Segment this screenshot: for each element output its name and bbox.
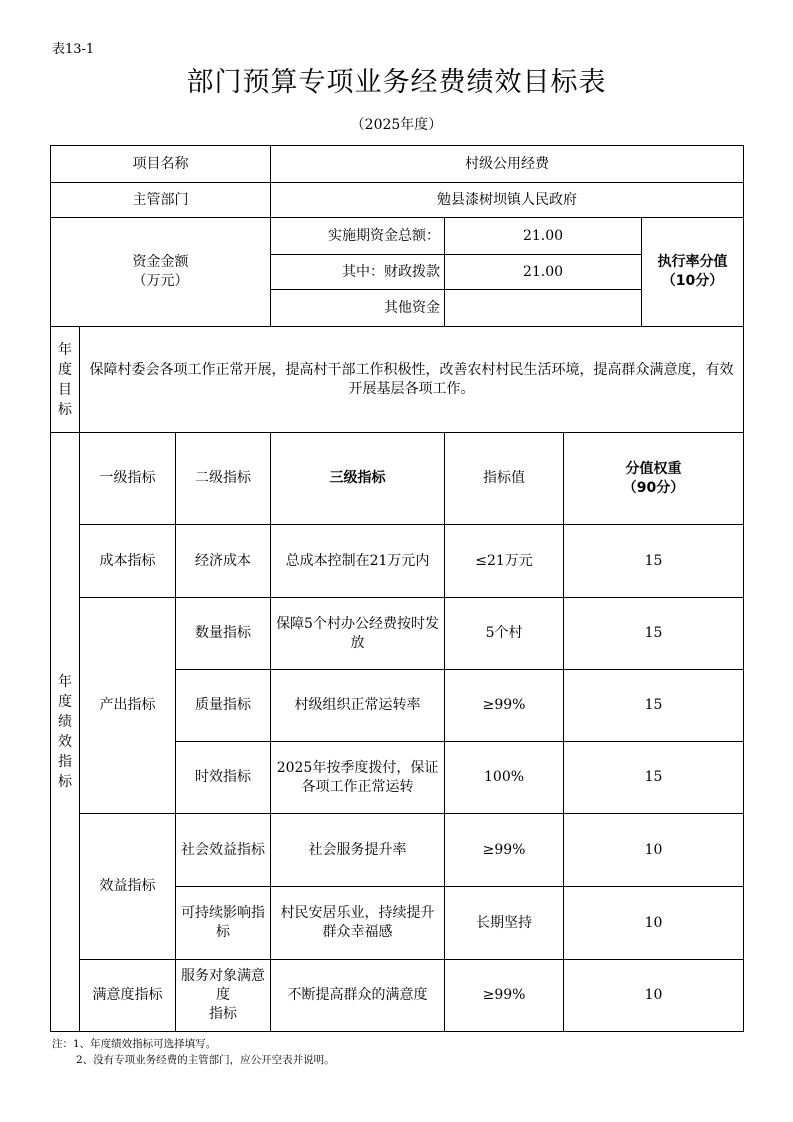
indicator-value-cell: ≥99% xyxy=(445,960,564,1032)
table-row xyxy=(51,814,744,887)
level2-cell: 时效指标 xyxy=(176,742,271,814)
table-row xyxy=(51,598,744,670)
row-project-name xyxy=(51,146,744,183)
table-row xyxy=(51,525,744,598)
project-name-value: 村级公用经费 xyxy=(271,146,744,183)
row-annual-goal xyxy=(51,327,744,433)
table-row xyxy=(51,960,744,1032)
footnotes xyxy=(52,1036,335,1068)
indicator-value-cell: 100% xyxy=(445,742,564,814)
fund-label-line2: （万元） xyxy=(132,273,189,289)
level3-cell: 2025年按季度拨付，保证各项工作正常运转 xyxy=(271,742,445,814)
col-level1-header: 一级指标 xyxy=(80,433,176,525)
level1-cost: 成本指标 xyxy=(80,525,176,598)
level2-line1: 服务对象满意度 xyxy=(181,968,266,1003)
level2-cell: 社会效益指标 xyxy=(176,814,271,887)
execution-score-cell xyxy=(642,218,744,327)
indicator-value-cell: 长期坚持 xyxy=(445,887,564,960)
weight-cell: 15 xyxy=(564,525,744,598)
level3-cell: 村级组织正常运转率 xyxy=(271,670,445,742)
col-weight-line2: （90分） xyxy=(622,479,685,496)
col-value-header: 指标值 xyxy=(445,433,564,525)
footnote-1: 注：1、年度绩效指标可选择填写。 xyxy=(52,1038,217,1050)
indicator-value-cell: ≤21万元 xyxy=(445,525,564,598)
weight-cell: 10 xyxy=(564,814,744,887)
fund-fiscal-label: 其中：财政拨款 xyxy=(271,255,445,290)
fund-fiscal-value: 21.00 xyxy=(445,255,642,290)
level2-cell: 质量指标 xyxy=(176,670,271,742)
level3-cell: 不断提高群众的满意度 xyxy=(271,960,445,1032)
fund-other-label: 其他资金 xyxy=(271,290,445,327)
project-name-label: 项目名称 xyxy=(51,146,271,183)
col-level3-header: 三级指标 xyxy=(271,433,445,525)
fund-total-value: 21.00 xyxy=(445,218,642,255)
row-fund-total xyxy=(51,218,744,255)
level1-benefit: 效益指标 xyxy=(80,814,176,960)
annual-goal-label: 年度目标 xyxy=(51,327,80,433)
weight-cell: 15 xyxy=(564,742,744,814)
fund-label-line1: 资金金额 xyxy=(132,254,189,270)
level3-cell: 总成本控制在21万元内 xyxy=(271,525,445,598)
execution-score-line2: （10分） xyxy=(661,273,724,289)
indicator-header-row xyxy=(51,433,744,525)
level3-cell: 社会服务提升率 xyxy=(271,814,445,887)
weight-cell: 15 xyxy=(564,670,744,742)
level2-cell: 数量指标 xyxy=(176,598,271,670)
level2-cell xyxy=(176,960,271,1032)
department-label: 主管部门 xyxy=(51,183,271,218)
col-level2-header: 二级指标 xyxy=(176,433,271,525)
level3-cell: 村民安居乐业，持续提升群众幸福感 xyxy=(271,887,445,960)
page-title: 部门预算专项业务经费绩效目标表 xyxy=(186,67,607,98)
level2-cell: 经济成本 xyxy=(176,525,271,598)
weight-cell: 10 xyxy=(564,887,744,960)
fund-other-value xyxy=(445,290,642,327)
level2-cell: 可持续影响指标 xyxy=(176,887,271,960)
fund-amount-label xyxy=(51,218,271,327)
weight-cell: 10 xyxy=(564,960,744,1032)
footnote-2: 2、没有专项业务经费的主管部门，应公开空表并说明。 xyxy=(76,1054,335,1066)
level3-cell: 保障5个村办公经费按时发放 xyxy=(271,598,445,670)
level2-line2: 指标 xyxy=(209,1006,238,1022)
weight-cell: 15 xyxy=(564,598,744,670)
level1-satisfaction: 满意度指标 xyxy=(80,960,176,1032)
annual-goal-text: 保障村委会各项工作正常开展，提高村干部工作积极性，改善农村村民生活环境，提高群众满意度，有效开展基层各项工作。 xyxy=(80,327,744,433)
year-note: （2025年度） xyxy=(350,117,443,133)
row-department xyxy=(51,183,744,218)
level1-output: 产出指标 xyxy=(80,598,176,814)
indicator-value-cell: ≥99% xyxy=(445,814,564,887)
performance-target-table xyxy=(50,145,744,1032)
table-number: 表13-1 xyxy=(52,42,95,57)
indicators-side-label: 年度绩效指标 xyxy=(51,433,80,1032)
fund-total-label: 实施期资金总额： xyxy=(271,218,445,255)
department-value: 勉县漆树坝镇人民政府 xyxy=(271,183,744,218)
execution-score-line1: 执行率分值 xyxy=(657,254,728,270)
indicator-value-cell: 5个村 xyxy=(445,598,564,670)
indicator-value-cell: ≥99% xyxy=(445,670,564,742)
col-weight-line1: 分值权重 xyxy=(625,460,682,477)
col-weight-header xyxy=(564,433,744,525)
